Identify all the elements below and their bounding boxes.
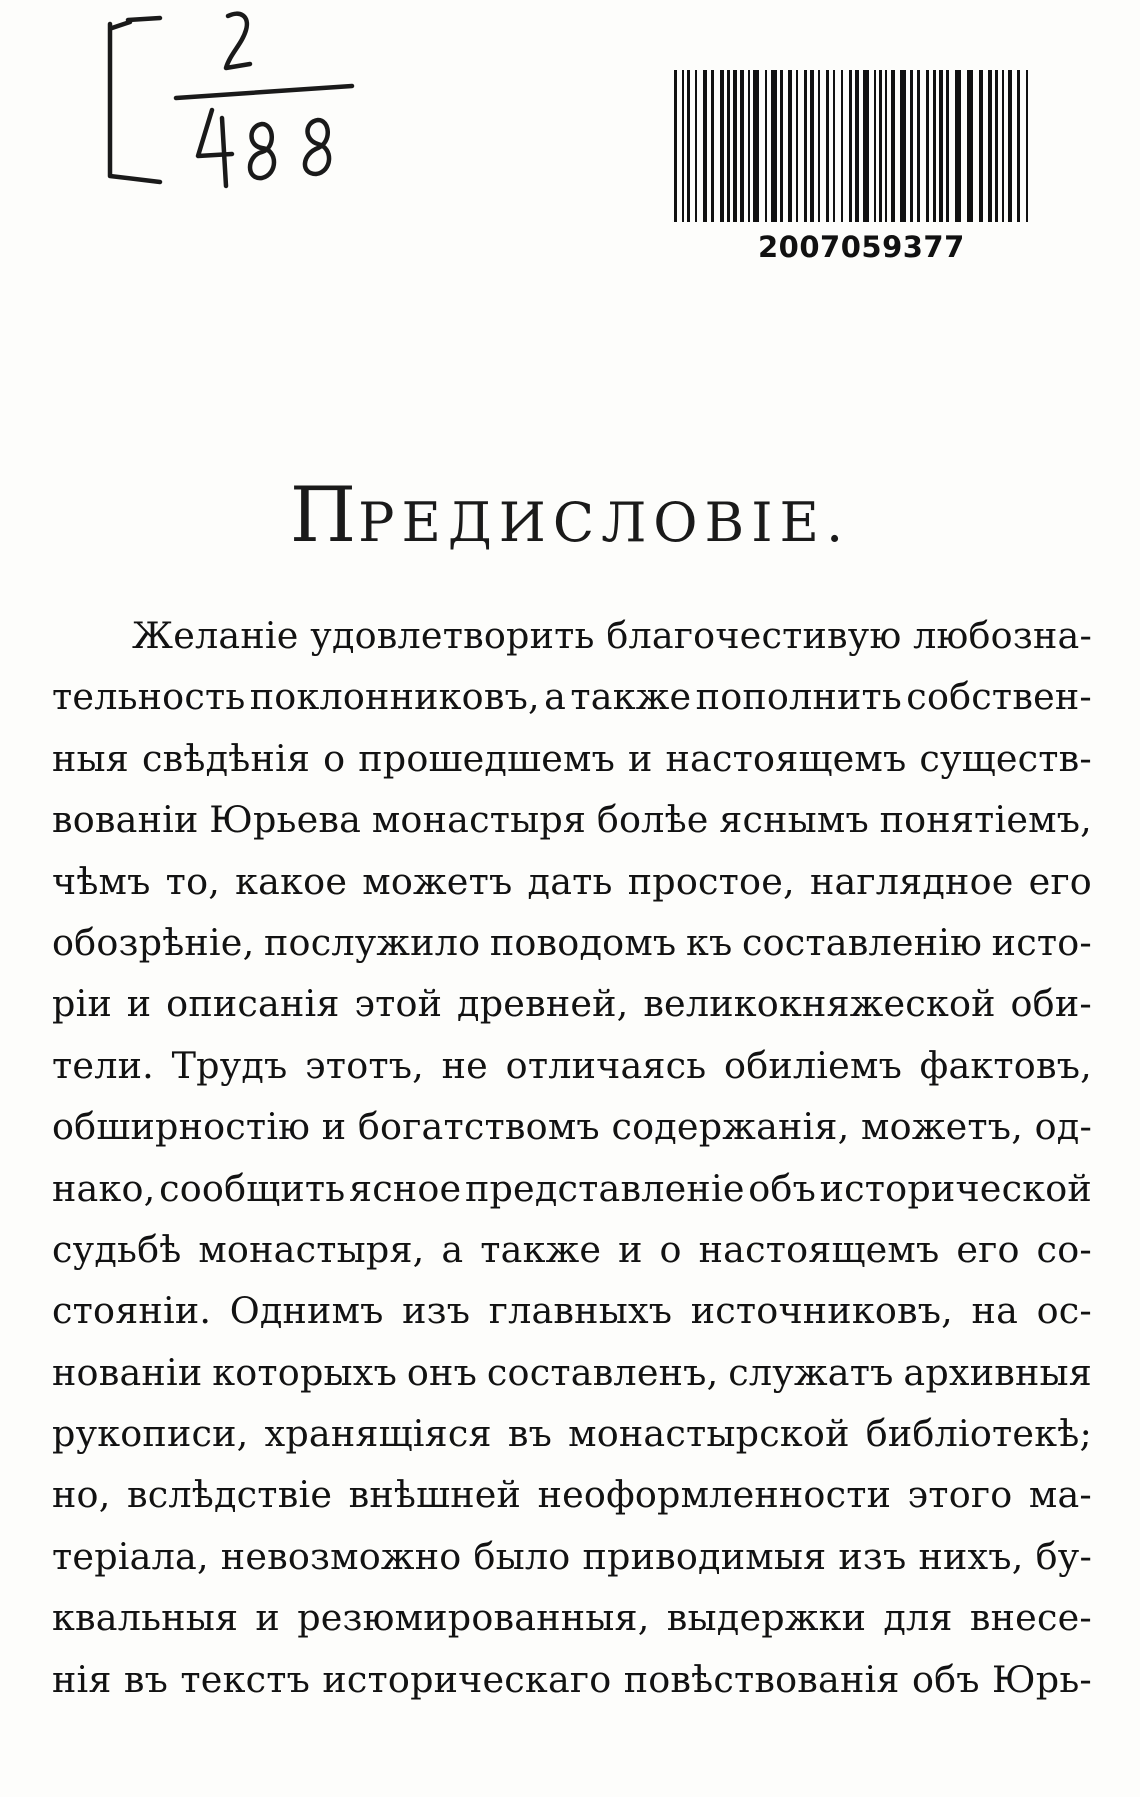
word: было bbox=[473, 1534, 571, 1578]
text-line bbox=[52, 789, 1092, 850]
barcode-bar bbox=[833, 70, 835, 222]
word: наглядное bbox=[809, 859, 1014, 903]
barcode-bar bbox=[900, 70, 906, 222]
word: онъ bbox=[406, 1350, 477, 1394]
word: оби- bbox=[1010, 982, 1092, 1026]
word: и bbox=[628, 736, 653, 780]
word: любозна- bbox=[913, 614, 1092, 657]
word: нованіи bbox=[52, 1350, 203, 1394]
word: составленъ, bbox=[486, 1350, 719, 1394]
word: резюмированныя, bbox=[297, 1596, 650, 1640]
word: но, bbox=[52, 1473, 111, 1517]
text-line bbox=[52, 1035, 1092, 1096]
word: приводимыя bbox=[582, 1534, 827, 1578]
word: выдержки bbox=[666, 1596, 867, 1640]
word: Трудъ bbox=[171, 1043, 288, 1087]
barcode-bar bbox=[855, 70, 859, 222]
word: текстъ bbox=[180, 1657, 311, 1701]
barcode-bar bbox=[910, 70, 913, 222]
text-line bbox=[52, 912, 1092, 973]
word: внѣшней bbox=[348, 1473, 522, 1517]
preface-body bbox=[52, 605, 1092, 1710]
barcode-bar bbox=[1026, 70, 1028, 222]
word: въ bbox=[123, 1657, 169, 1701]
word: объ bbox=[748, 1166, 817, 1210]
barcode-bar bbox=[826, 70, 829, 222]
word: понятіемъ, bbox=[879, 798, 1092, 842]
word: внесе- bbox=[969, 1596, 1092, 1640]
barcode-number: 2007059377 bbox=[758, 230, 965, 264]
word: ріи bbox=[52, 982, 112, 1026]
word: дать bbox=[527, 859, 613, 903]
text-line bbox=[52, 851, 1092, 912]
barcode-bar bbox=[967, 70, 973, 222]
word: въ bbox=[507, 1412, 553, 1456]
word: хранящіяся bbox=[264, 1412, 492, 1456]
barcode-bar bbox=[995, 70, 998, 222]
barcode-bar bbox=[804, 70, 807, 222]
text-line bbox=[52, 1280, 1092, 1341]
barcode-bar bbox=[703, 70, 707, 222]
barcode-bar bbox=[720, 70, 724, 222]
barcode-bar bbox=[1002, 70, 1004, 222]
barcode-bar bbox=[1017, 70, 1020, 222]
barcode-bar bbox=[917, 70, 920, 222]
word: богатствомъ bbox=[357, 1105, 600, 1149]
word: какое bbox=[235, 859, 348, 903]
barcode-bar bbox=[874, 70, 876, 222]
text-line bbox=[52, 1403, 1092, 1464]
text-line bbox=[52, 666, 1092, 727]
text-line bbox=[52, 1526, 1092, 1587]
barcode-bar bbox=[765, 70, 767, 222]
word: Юрьева bbox=[209, 798, 362, 842]
word: рукописи, bbox=[52, 1412, 249, 1456]
word: и bbox=[321, 1105, 347, 1149]
word: то, bbox=[165, 859, 221, 903]
word: содержанія, bbox=[611, 1105, 850, 1149]
word: составленію bbox=[741, 920, 983, 964]
word: также bbox=[480, 1227, 602, 1271]
barcode-bar bbox=[1008, 70, 1012, 222]
word: повѣствованія bbox=[623, 1657, 900, 1701]
library-barcode bbox=[672, 70, 1034, 270]
text-line bbox=[52, 605, 1092, 666]
barcode-bar bbox=[979, 70, 983, 222]
word: простое, bbox=[627, 859, 795, 903]
word: яснымъ bbox=[719, 798, 869, 842]
barcode-bar bbox=[933, 70, 936, 222]
word: можетъ bbox=[362, 859, 513, 903]
word: представленіе bbox=[464, 1166, 745, 1210]
word: благочестивую bbox=[606, 614, 902, 657]
word: историческаго bbox=[322, 1657, 612, 1701]
word: изъ bbox=[402, 1289, 471, 1333]
word: также bbox=[570, 675, 692, 719]
word: источниковъ, bbox=[690, 1289, 953, 1333]
word: и bbox=[618, 1227, 643, 1271]
barcode-bar bbox=[926, 70, 929, 222]
word: его bbox=[956, 1227, 1020, 1271]
barcode-bar bbox=[771, 70, 777, 222]
barcode-bar bbox=[753, 70, 759, 222]
word: которыхъ bbox=[212, 1350, 397, 1394]
word: бу- bbox=[1035, 1534, 1092, 1578]
word: библіотекѣ; bbox=[865, 1412, 1092, 1456]
barcode-bar bbox=[711, 70, 714, 222]
handwritten-shelfmark bbox=[100, 6, 360, 196]
text-line bbox=[52, 1587, 1092, 1648]
word: изъ bbox=[838, 1534, 907, 1578]
word: поводомъ bbox=[489, 920, 677, 964]
word: Юрь- bbox=[992, 1657, 1092, 1701]
barcode-bar bbox=[740, 70, 744, 222]
word: ма- bbox=[1028, 1473, 1092, 1517]
text-line bbox=[52, 1219, 1092, 1280]
word: обозрѣніе, bbox=[52, 920, 255, 964]
text-line bbox=[52, 973, 1092, 1034]
word: настоящемъ bbox=[665, 736, 907, 780]
word: со- bbox=[1036, 1227, 1092, 1271]
barcode-bar bbox=[891, 70, 895, 222]
barcode-bar bbox=[748, 70, 750, 222]
word: судьбѣ bbox=[52, 1227, 182, 1271]
word: послужило bbox=[264, 920, 481, 964]
word: удовлетворить bbox=[310, 614, 595, 657]
word: вованіи bbox=[52, 798, 199, 842]
word: собствен- bbox=[906, 675, 1092, 719]
word: ос- bbox=[1036, 1289, 1092, 1333]
shelfmark-drawing bbox=[100, 6, 360, 196]
page-title bbox=[0, 470, 1140, 559]
text-line bbox=[52, 1464, 1092, 1525]
word: этой bbox=[354, 982, 443, 1026]
word: этотъ, bbox=[305, 1043, 424, 1087]
word: о bbox=[323, 736, 346, 780]
barcode-bar bbox=[674, 70, 677, 222]
barcode-bar bbox=[727, 70, 730, 222]
word: стояніи. bbox=[52, 1289, 212, 1333]
word: ныя bbox=[52, 736, 130, 780]
word: Однимъ bbox=[229, 1289, 384, 1333]
barcode-bar bbox=[939, 70, 943, 222]
word: исторической bbox=[819, 1166, 1092, 1210]
barcode-bar bbox=[818, 70, 820, 222]
title-initial: П bbox=[289, 470, 359, 559]
word: архивныя bbox=[903, 1350, 1092, 1394]
word: неоформленности bbox=[537, 1473, 892, 1517]
word: и bbox=[255, 1596, 280, 1640]
barcode-bar bbox=[733, 70, 737, 222]
word: пополнить bbox=[695, 675, 902, 719]
word: этого bbox=[907, 1473, 1013, 1517]
word: теріала, bbox=[52, 1534, 209, 1578]
barcode-bar bbox=[810, 70, 814, 222]
word: къ bbox=[685, 920, 733, 964]
word: служатъ bbox=[728, 1350, 894, 1394]
word: описанія bbox=[166, 982, 340, 1026]
word: вслѣдствіе bbox=[127, 1473, 333, 1517]
word: квальныя bbox=[52, 1596, 239, 1640]
barcode-bar bbox=[695, 70, 697, 222]
word: невозможно bbox=[220, 1534, 462, 1578]
barcode-bar bbox=[879, 70, 882, 222]
word: тели. bbox=[52, 1043, 154, 1087]
text-line bbox=[52, 1649, 1092, 1710]
word: сообщить bbox=[159, 1166, 346, 1210]
barcode-bar bbox=[946, 70, 949, 222]
word: исто- bbox=[991, 920, 1092, 964]
word: Желаніе bbox=[132, 614, 299, 657]
text-line bbox=[52, 1096, 1092, 1157]
word: существ- bbox=[919, 736, 1092, 780]
word: главныхъ bbox=[488, 1289, 673, 1333]
word: обиліемъ bbox=[724, 1043, 902, 1087]
barcode-bar bbox=[780, 70, 783, 222]
word: монастыря bbox=[371, 798, 587, 842]
word: его bbox=[1028, 859, 1092, 903]
word: объ bbox=[911, 1657, 980, 1701]
word: древней, bbox=[457, 982, 629, 1026]
barcode-bar bbox=[687, 70, 690, 222]
barcode-bar bbox=[788, 70, 792, 222]
word: и bbox=[126, 982, 152, 1026]
word: ясное bbox=[348, 1166, 462, 1210]
word: нихъ, bbox=[918, 1534, 1024, 1578]
text-line bbox=[52, 728, 1092, 789]
word: а bbox=[544, 675, 567, 719]
word: а bbox=[441, 1227, 464, 1271]
title-rest: РЕДИСЛОВІЕ. bbox=[358, 491, 851, 554]
barcode-bar bbox=[955, 70, 961, 222]
word: прошедшемъ bbox=[358, 736, 616, 780]
word: поклонниковъ, bbox=[249, 675, 540, 719]
barcode-bars bbox=[672, 70, 1034, 230]
word: отличаясь bbox=[505, 1043, 707, 1087]
barcode-bar bbox=[863, 70, 869, 222]
word: на bbox=[971, 1289, 1019, 1333]
word: великокняжеской bbox=[643, 982, 996, 1026]
text-line bbox=[52, 1342, 1092, 1403]
word: тельность bbox=[52, 675, 246, 719]
word: фактовъ, bbox=[919, 1043, 1092, 1087]
word: можетъ, bbox=[861, 1105, 1024, 1149]
word: для bbox=[883, 1596, 953, 1640]
text-line bbox=[52, 1158, 1092, 1219]
barcode-bar bbox=[885, 70, 887, 222]
barcode-bar bbox=[988, 70, 992, 222]
barcode-bar bbox=[796, 70, 798, 222]
word: нія bbox=[52, 1657, 112, 1701]
word: болѣе bbox=[596, 798, 709, 842]
word: свѣдѣнія bbox=[141, 736, 311, 780]
word: настоящемъ bbox=[698, 1227, 940, 1271]
barcode-bar bbox=[849, 70, 852, 222]
word: монастыря, bbox=[198, 1227, 425, 1271]
word: монастырской bbox=[568, 1412, 850, 1456]
barcode-bar bbox=[682, 70, 684, 222]
word: чѣмъ bbox=[52, 859, 151, 903]
barcode-bar bbox=[841, 70, 843, 222]
word: нако, bbox=[52, 1166, 156, 1210]
word: о bbox=[659, 1227, 682, 1271]
word: од- bbox=[1034, 1105, 1092, 1149]
word: обширностію bbox=[52, 1105, 311, 1149]
word: не bbox=[441, 1043, 488, 1087]
